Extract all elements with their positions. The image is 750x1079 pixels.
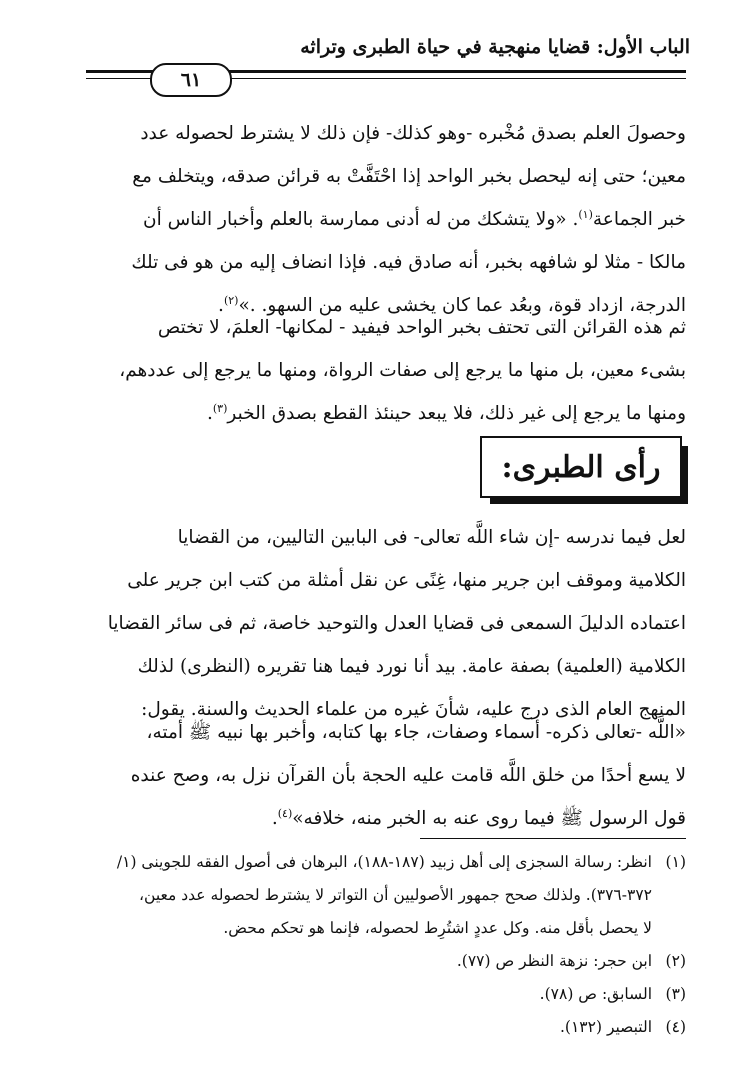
text-run: ومنها ما يرجع إلى غير ذلك، فلا يبعد حينئذ القطع بصدق الخبر: [227, 403, 686, 424]
text-line: المنهج العام الذى درج عليه، شأنَ غيره من علماء الحديث والسنة. يقول:: [141, 699, 686, 720]
text-line: اعتماده الدليلَ السمعى فى قضايا العدل والتوحيد خاصة، ثم فى سائر القضايا: [107, 613, 686, 634]
footnote-1: [90, 846, 686, 879]
text-line: وحصولَ العلم بصدق مُخْبره -وهو كذلك- فإن ذلك لا يشترط لحصوله عدد: [140, 123, 686, 144]
paragraph-2: [90, 306, 686, 435]
text-line: لعل فيما ندرسه -إن شاء اللَّه تعالى- فى البابين التاليين، من القضايا: [177, 527, 686, 548]
text-line: الكلامية (العلمية) بصفة عامة. بيد أنا نورد فيما هنا تقريره (النظرى) لذلك: [137, 656, 686, 677]
page-number-text: ٦١: [180, 69, 202, 91]
text-line: لا يسع أحدًا من خلق اللَّه قامت عليه الحجة بأن القرآن نزل به، وصح عنده: [130, 765, 686, 786]
paragraph-1: [90, 112, 686, 327]
text-run: قول الرسول ﷺ فيما روى عنه به الخبر منه، خلافه»: [292, 808, 686, 829]
text-line: ثم هذه القرائن التى تحتف بخبر الواحد فيفيد - لمكانها- العلمَ، لا تختص: [157, 317, 686, 338]
footnote-text: التبصير (١٣٢).: [560, 1018, 652, 1036]
footnote-marker: (٣): [212, 401, 228, 415]
footnote-text: انظر: رسالة السجزى إلى أهل زبيد (١٨٧-١٨٨)، البرهان فى أصول الفقه للجوينى (١/: [116, 853, 652, 871]
footnote-text: ابن حجر: نزهة النظر ص (٧٧).: [456, 952, 652, 970]
page-number: [150, 63, 232, 97]
footnote-marker: (١): [578, 207, 593, 221]
footnote-number: (٢): [665, 952, 686, 970]
footnotes: [90, 846, 686, 1044]
running-header: الباب الأول: قضايا منهجية في حياة الطبرى وتراثه: [300, 36, 690, 58]
footnote-marker: (٤): [277, 806, 293, 820]
footnote-text: السابق: ص (٧٨).: [539, 985, 652, 1003]
quote-paragraph: [90, 711, 686, 840]
footnote-1-continued: لا يحصل بأقل منه. وكل عددٍ اشتُرِط لحصوله، فإنما هو تحكم محض.: [223, 919, 652, 937]
text-run: .: [206, 403, 213, 424]
text-line: [90, 392, 686, 435]
footnote-2: [90, 945, 686, 978]
text-line: الكلامية وموقف ابن جرير منها، غِنًى عن نقل أمثلة من كتب ابن جرير على: [127, 570, 686, 591]
text-line: معين؛ حتى إنه ليحصل بخبر الواحد إذا احْتَفَّتْ به قرائن صدقه، ويتخلف مع: [132, 166, 686, 187]
footnote-number: (٣): [665, 985, 686, 1003]
paragraph-3: [90, 516, 686, 731]
text-run: .: [218, 295, 224, 316]
text-line: بشىء معين، بل منها ما يرجع إلى صفات الرواة، ومنها ما يرجع إلى عددهم،: [119, 360, 686, 381]
text-run: الدرجة، ازداد قوة، وبعُد عما كان يخشى عليه من السهو. .»: [238, 295, 686, 316]
footnote-marker: (٢): [223, 293, 239, 307]
footnote-number: (١): [665, 853, 686, 871]
footnote-3: [90, 978, 686, 1011]
text-line: [90, 797, 686, 840]
footnote-number: (٤): [665, 1018, 686, 1036]
text-line: «اللَّه -تعالى ذكره- أسماء وصفات، جاء بها كتابه، وأخبر بها نبيه ﷺ أمته،: [146, 722, 686, 743]
section-heading-box: [480, 436, 682, 498]
section-heading: رأى الطبرى:: [501, 449, 661, 485]
text-run: خبر الجماعة: [592, 209, 686, 230]
footnote-1-continued: ٣٧٢-٣٧٦). ولذلك صحح جمهور الأصوليين أن التواتر لا يشترط لحصوله عدد معين،: [139, 886, 652, 904]
text-run: .: [271, 808, 278, 829]
text-run: . «ولا يتشكك من له أدنى ممارسة بالعلم وأخبار الناس أن: [142, 209, 579, 230]
text-line: مالكا - مثلا لو شافهه بخبر، أنه صادق فيه. فإذا انضاف إليه من هو فى تلك: [131, 252, 686, 273]
text-line: [90, 198, 686, 241]
footnote-rule: [420, 838, 686, 839]
footnote-4: [90, 1011, 686, 1044]
